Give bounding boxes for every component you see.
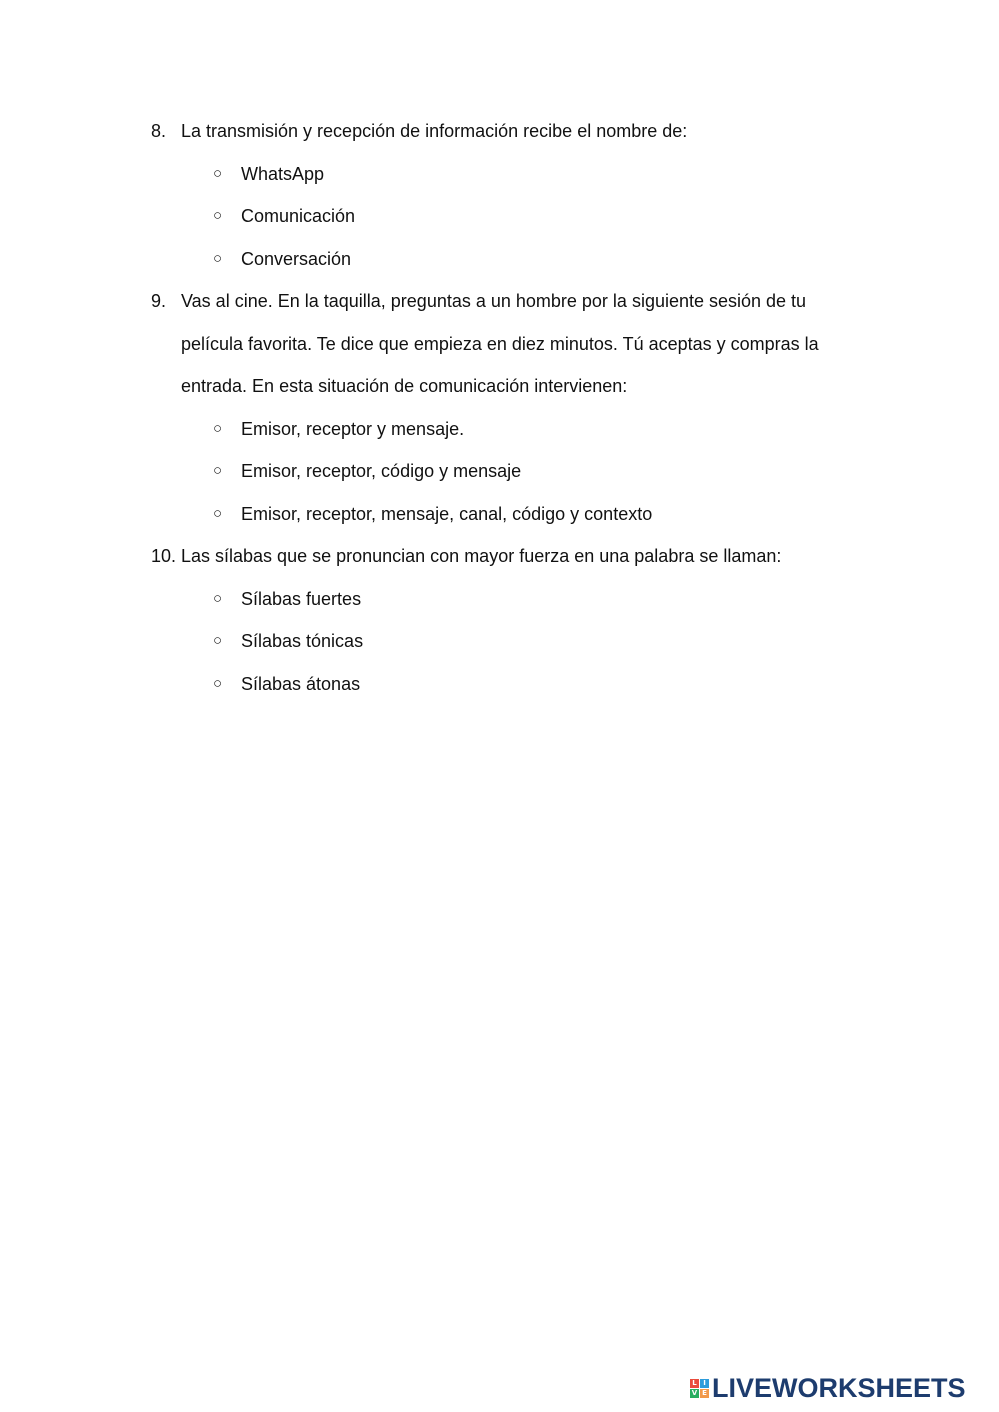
question-number: 9. [151,291,167,311]
answer-option-label: Sílabas átonas [241,673,361,694]
answer-options [151,408,841,536]
logo-tile: I [700,1379,709,1388]
question-number: 10. [151,546,177,566]
question-text: Las sílabas que se pronuncian con mayor fuerza en una palabra se llaman: [181,546,782,566]
answer-option-label: Comunicación [241,206,356,226]
bullet-icon: ○ [213,589,223,607]
question-number: 8. [151,121,167,141]
logo-tiles-icon [690,1379,709,1398]
bullet-icon: ○ [213,504,223,522]
answer-option-label: Sílabas tónicas [241,631,364,651]
logo-wordmark: LIVEWORKSHEETS [712,1372,966,1403]
answer-option-label: Sílabas fuertes [241,588,362,609]
logo-tile: L [690,1379,699,1388]
bullet-icon: ○ [213,419,223,437]
answer-option[interactable] [151,153,851,196]
answer-option-label: WhatsApp [241,163,325,184]
answer-option[interactable] [151,238,851,281]
answer-option-label: Emisor, receptor y mensaje. [241,418,465,439]
question-text: La transmisión y recepción de información recibe el nombre de: [181,121,688,141]
bullet-icon: ○ [213,207,223,224]
answer-options [151,578,851,706]
liveworksheets-logo [690,1372,966,1404]
answer-option[interactable] [151,663,851,706]
answer-option[interactable] [151,195,851,238]
answer-option[interactable] [151,620,851,663]
answer-option[interactable] [151,450,841,493]
answer-option[interactable] [151,578,851,621]
bullet-icon: ○ [213,249,223,267]
answer-option-label: Conversación [241,248,352,269]
bullet-icon: ○ [213,674,223,692]
bullet-icon: ○ [213,632,223,649]
answer-option[interactable] [151,408,841,451]
logo-tile: V [691,1388,698,1397]
answer-option-label: Emisor, receptor, código y mensaje [241,461,522,481]
bullet-icon: ○ [213,462,223,479]
question-9 [151,280,841,535]
question-text: Vas al cine. En la taquilla, preguntas a un hombre por la siguiente sesión de tu película favorita. Te dice que empieza en diez minutos. Tú aceptas y compras la entrada. En esta situación de comunicación intervienen: [181,291,819,396]
question-8 [151,110,851,280]
logo-tile: E [700,1389,709,1398]
answer-option[interactable] [151,493,841,536]
answer-options [151,153,851,281]
bullet-icon: ○ [213,164,223,182]
question-10 [151,535,851,705]
answer-option-label: Emisor, receptor, mensaje, canal, código y contexto [241,503,653,524]
